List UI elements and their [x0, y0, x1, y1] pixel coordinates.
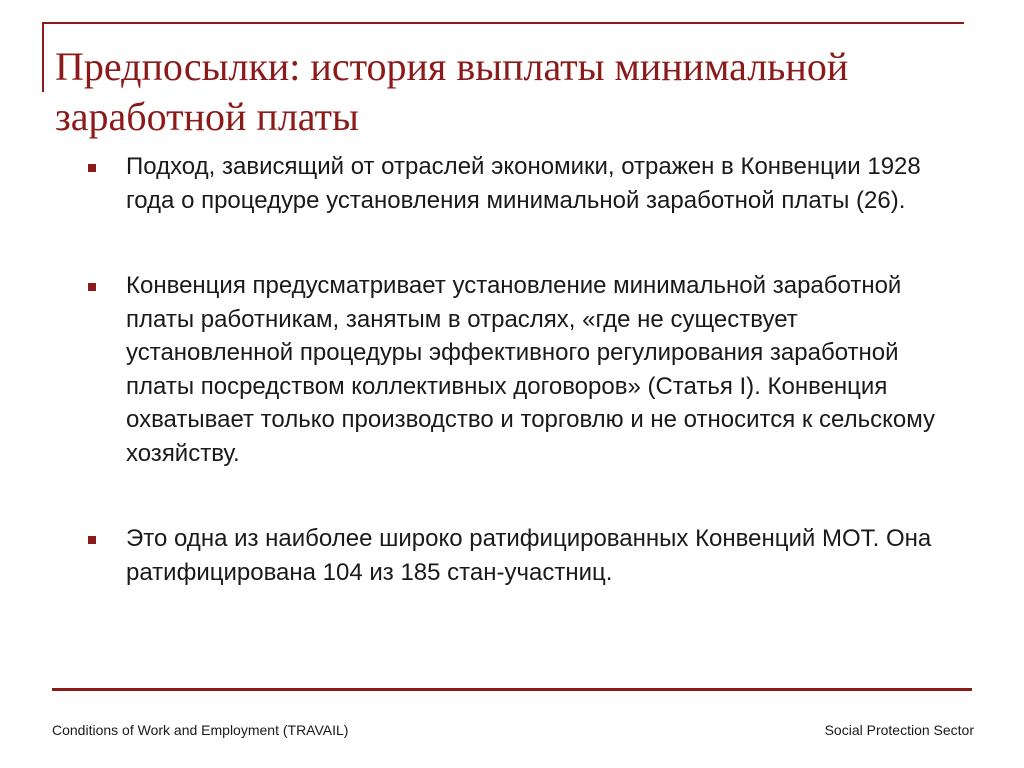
bullet-list: [86, 150, 946, 589]
slide-title: Предпосылки: история выплаты минимальной заработной платы: [55, 44, 849, 139]
footer-left-text: Conditions of Work and Employment (TRAVAIL): [52, 722, 349, 738]
bullet-item: [86, 522, 946, 589]
square-bullet-icon: [88, 164, 96, 172]
bullet-text: Это одна из наиболее широко ратифицированных Конвенций МОТ. Она ратифицирована 104 из 185 стан-участниц.: [126, 525, 932, 586]
square-bullet-icon: [88, 536, 96, 544]
bullet-text: Конвенция предусматривает установление минимальной заработной платы работникам, занятым в отраслях, «где не существует установленной процедуры эффективного регулирования заработной платы посредством коллективных договоров» (Статья I). Конвенция охватывает только производство и торговлю и не относится к сельскому хозяйству.: [126, 272, 935, 467]
bullet-text: Подход, зависящий от отраслей экономики, отражен в Конвенции 1928 года о процедуре установления минимальной заработной платы (26).: [126, 153, 921, 214]
footer-right-text: Social Protection Sector: [824, 722, 974, 738]
footer-divider: [52, 688, 972, 691]
title-frame-top-rule: [42, 22, 964, 24]
title-frame-left-rule: [42, 22, 44, 92]
bullet-item: [86, 269, 946, 470]
bullet-item: [86, 150, 946, 217]
square-bullet-icon: [88, 283, 96, 291]
